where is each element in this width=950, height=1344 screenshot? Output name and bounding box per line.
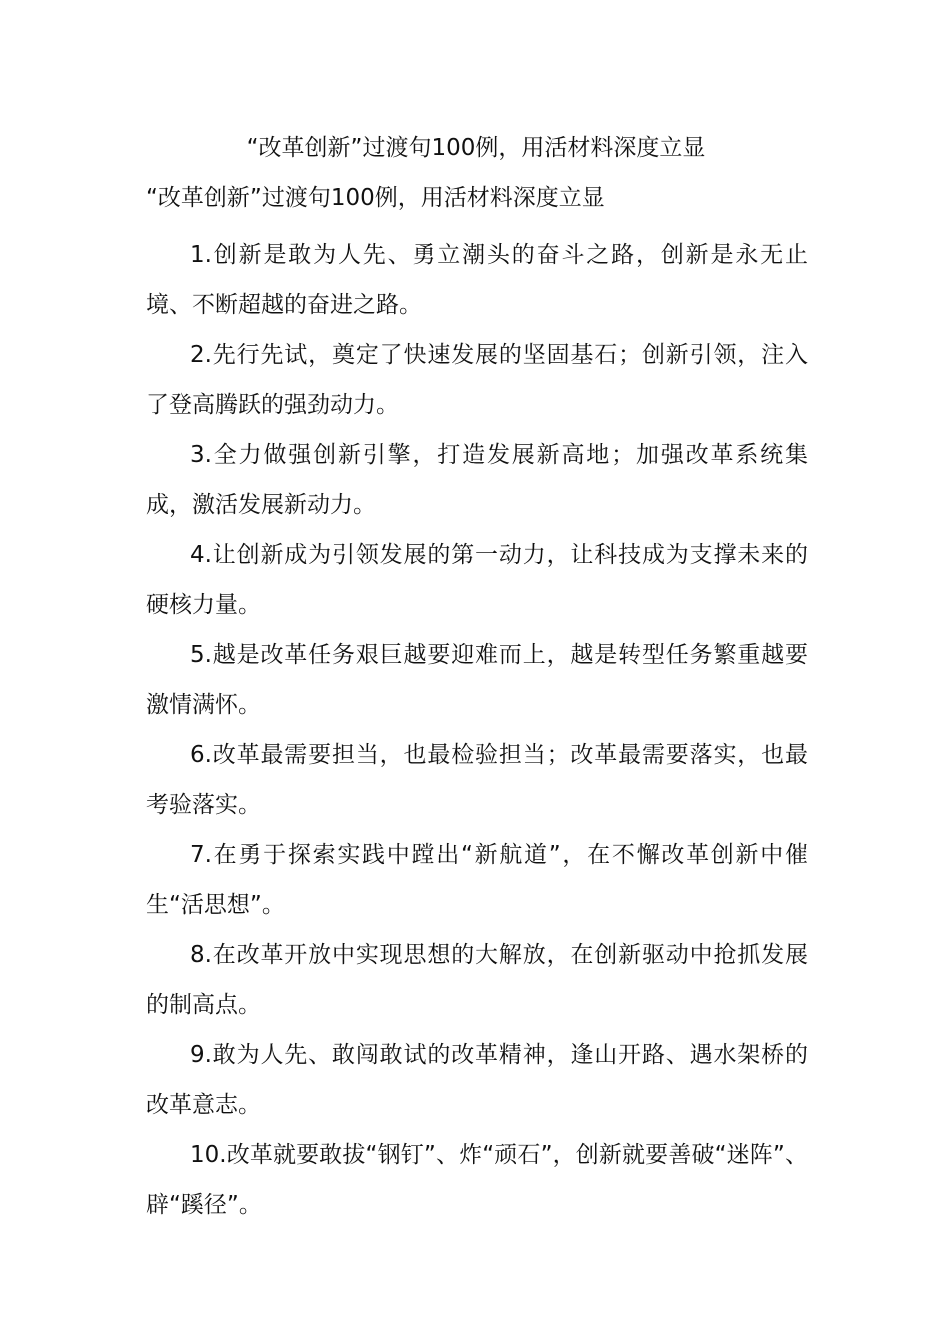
list-item: 9.敢为人先、敢闯敢试的改革精神，逢山开路、遇水架桥的改革意志。: [146, 1042, 808, 1118]
list-item: 10.改革就要敢拔“钢钉”、炸“顽石”，创新就要善破“迷阵”、辟“蹊径”。: [146, 1142, 808, 1218]
document-title-repeat: “改革创新”过渡句100例，用活材料深度立显: [146, 185, 605, 211]
list-item: 2.先行先试，奠定了快速发展的坚固基石；创新引领，注入了登高腾跃的强劲动力。: [146, 342, 808, 418]
list-item: 5.越是改革任务艰巨越要迎难而上，越是转型任务繁重越要激情满怀。: [146, 642, 808, 718]
list-item: 6.改革最需要担当，也最检验担当；改革最需要落实，也最考验落实。: [146, 742, 808, 818]
item-list: [146, 230, 808, 1230]
document-title: “改革创新”过渡句100例，用活材料深度立显: [246, 135, 706, 161]
list-item: 8.在改革开放中实现思想的大解放，在创新驱动中抢抓发展的制高点。: [146, 942, 808, 1018]
list-item: 7.在勇于探索实践中蹚出“新航道”，在不懈改革创新中催生“活思想”。: [146, 842, 808, 918]
list-item: 4.让创新成为引领发展的第一动力，让科技成为支撑未来的硬核力量。: [146, 542, 808, 618]
list-item: 3.全力做强创新引擎，打造发展新高地；加强改革系统集成，激活发展新动力。: [146, 442, 808, 518]
list-item: 1.创新是敢为人先、勇立潮头的奋斗之路，创新是永无止境、不断超越的奋进之路。: [146, 242, 808, 318]
